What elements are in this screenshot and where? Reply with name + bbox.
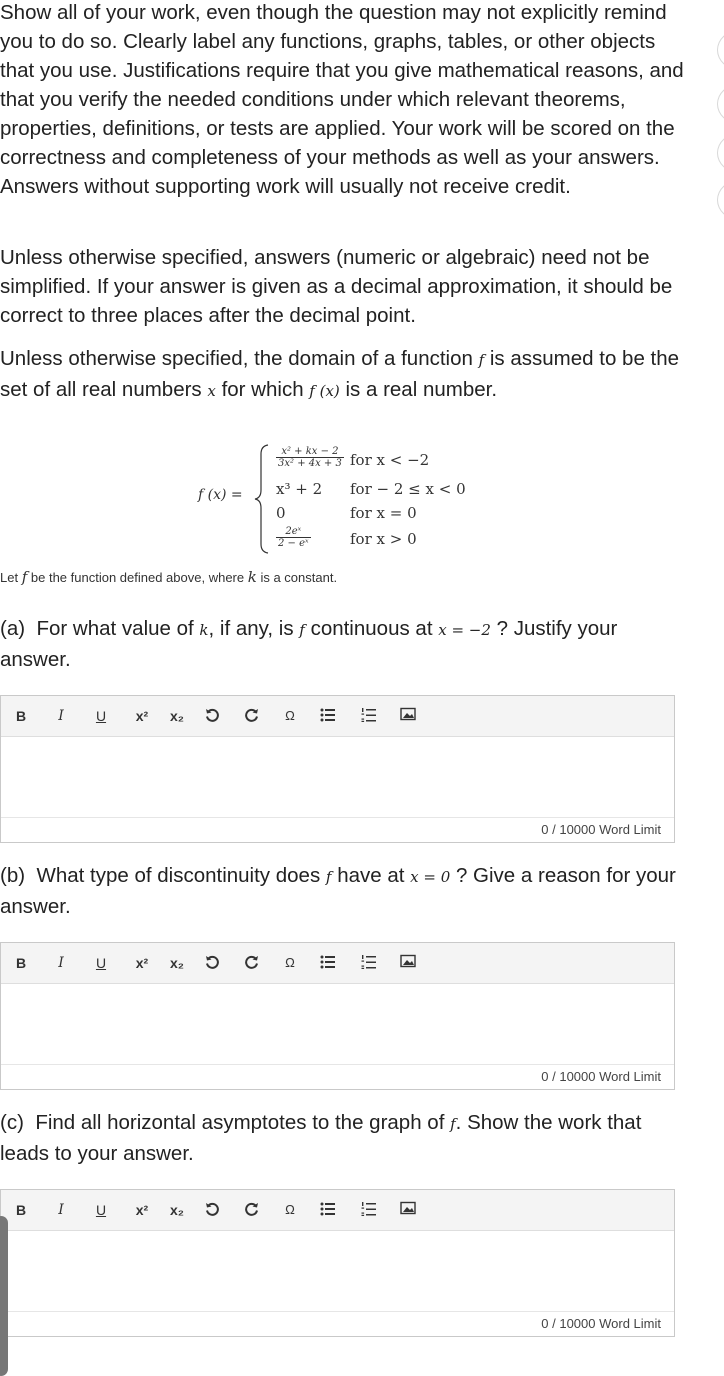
bulleted-list-button[interactable] [317,953,339,973]
question-b-text-2: have at [337,864,405,887]
let-f: f [21,568,28,586]
question-a-text-3: continuous at [310,617,433,640]
question-b [0,861,690,921]
p3-f: f [478,351,485,369]
question-b-label: (b) [0,864,26,887]
underline-button[interactable]: U [95,1202,107,1218]
superscript-button[interactable]: x² [135,708,149,724]
special-character-button[interactable] [279,953,301,973]
question-c-text-2: . Show the work that leads to your answer. [0,1111,642,1165]
redo-button[interactable] [241,1200,263,1220]
italic-button[interactable]: I [58,708,64,724]
answer-choice-circle[interactable] [717,133,724,173]
left-brace-icon [254,444,270,554]
case1-expression [276,446,344,469]
insert-image-button[interactable] [397,706,419,726]
let-k: k [247,568,257,586]
underline-button[interactable]: U [95,708,107,724]
numbered-list-icon [361,707,377,723]
case1-denominator: 3x² + 4x + 3 [278,458,342,469]
case1-condition: for x < −2 [350,451,430,469]
special-character-button[interactable] [279,1200,301,1220]
bold-button[interactable]: B [15,1202,27,1218]
answer-choice-circle[interactable] [717,180,724,220]
image-icon [400,1201,416,1215]
undo-button[interactable] [201,1200,223,1220]
undo-icon [204,954,220,970]
case3-expression: 0 [276,504,286,522]
answer-editor-a [0,695,675,843]
editor-footer [1,1311,674,1336]
bold-button[interactable]: B [15,955,27,971]
numbered-list-icon [361,954,377,970]
let-text-a: Let [0,570,19,585]
word-count: 0 / 10000 Word Limit [541,822,661,837]
let-text-b: be the function defined above, where [30,570,245,585]
p3-x: x [207,382,216,400]
instructions-paragraph-1: Show all of your work, even though the question may not explicitly remind you to do so. Clearly label any functions, graphs, tables, or other objects that you use. Justifications require that you give mathematical reasons, and that you verify the needed conditions under which relevant theorems, properties, definitions, or tests are applied. Your work will be scored on the correctness and completeness of your methods as well as your answers. Answers without supporting work will usually not receive credit. [0,1,684,198]
case2-expression: x³ + 2 [276,480,323,498]
question-a-text-2: , if any, is [208,617,294,640]
redo-button[interactable] [241,953,263,973]
superscript-button[interactable]: x² [135,955,149,971]
omega-icon: Ω [285,1202,295,1217]
answer-input-c[interactable] [1,1231,674,1311]
answer-editor-c [0,1189,675,1337]
question-b-text-1: What type of discontinuity does [36,864,321,887]
function-description [0,568,337,586]
answer-input-b[interactable] [1,984,674,1064]
answer-input-a[interactable] [1,737,674,817]
bulleted-list-icon [320,1201,336,1217]
image-icon [400,707,416,721]
redo-icon [244,707,260,723]
italic-button[interactable]: I [58,1202,64,1218]
subscript-button[interactable]: x₂ [169,1202,184,1218]
superscript-button[interactable]: x² [135,1202,149,1218]
editor-toolbar [1,1190,674,1231]
question-b-math: x = 0 [410,868,451,886]
question-b-text-3: ? Give a reason for your answer. [0,864,676,918]
answer-choice-circle[interactable] [717,84,724,124]
question-a-k: k [199,621,209,639]
question-c-f: f [450,1115,456,1133]
answer-editor-b [0,942,675,1090]
editor-footer [1,1064,674,1089]
special-character-button[interactable] [279,706,301,726]
bulleted-list-button[interactable] [317,1200,339,1220]
question-c-label: (c) [0,1111,24,1134]
p3-text-a: Unless otherwise specified, the domain of a function [0,347,473,370]
subscript-button[interactable]: x₂ [169,955,184,971]
question-a-text-1: For what value of [36,617,194,640]
editor-toolbar [1,696,674,737]
let-text-c: is a constant. [260,570,338,585]
p3-fx: f (x) [309,382,340,400]
case4-expression [276,526,311,549]
redo-icon [244,1201,260,1217]
case4-condition: for x > 0 [350,530,417,548]
image-icon [400,954,416,968]
question-a [0,614,690,674]
omega-icon: Ω [285,955,295,970]
undo-icon [204,707,220,723]
editor-toolbar [1,943,674,984]
case1-numerator: x² + kx − 2 [276,446,344,458]
bold-button[interactable]: B [15,708,27,724]
side-panel-handle[interactable] [0,1216,8,1376]
question-c [0,1108,690,1168]
bulleted-list-icon [320,954,336,970]
instructions-paragraph-3 [0,344,690,406]
question-a-label: (a) [0,617,26,640]
question-a-math: x = −2 [438,621,491,639]
case4-numerator: 2eˣ [276,526,311,538]
bulleted-list-icon [320,707,336,723]
subscript-button[interactable]: x₂ [169,708,184,724]
numbered-list-button[interactable] [358,706,380,726]
editor-footer [1,817,674,842]
redo-icon [244,954,260,970]
case3-condition: for x = 0 [350,504,417,522]
undo-button[interactable] [201,706,223,726]
case2-condition: for − 2 ≤ x < 0 [350,480,466,498]
insert-image-button[interactable] [397,953,419,973]
word-count: 0 / 10000 Word Limit [541,1069,661,1084]
question-b-f: f [325,868,332,886]
p3-text-b: is assumed to be the set of all real numbers [0,347,680,401]
p3-text-c: for which [221,378,304,401]
insert-image-button[interactable] [397,1200,419,1220]
question-c-text-1: Find all horizontal asymptotes to the graph of [35,1111,445,1134]
answer-choice-circle[interactable] [717,30,724,70]
function-lhs: f (x) = [198,487,243,503]
redo-button[interactable] [241,706,263,726]
numbered-list-button[interactable] [358,1200,380,1220]
p3-text-d: is a real number. [345,378,498,401]
question-a-text-4: ? Justify your answer. [0,617,618,671]
question-a-f: f [299,621,305,639]
numbered-list-icon [361,1201,377,1217]
bulleted-list-button[interactable] [317,706,339,726]
word-count: 0 / 10000 Word Limit [541,1316,661,1331]
italic-button[interactable]: I [58,955,64,971]
piecewise-function [198,444,518,556]
numbered-list-button[interactable] [358,953,380,973]
undo-button[interactable] [201,953,223,973]
case4-denominator: 2 − eˣ [278,538,309,549]
underline-button[interactable]: U [95,955,107,971]
omega-icon: Ω [285,708,295,723]
undo-icon [204,1201,220,1217]
instructions-paragraph-2: Unless otherwise specified, answers (numeric or algebraic) need not be simplified. If your answer is given as a decimal approximation, it should be correct to three places after the decimal point. [0,246,673,327]
